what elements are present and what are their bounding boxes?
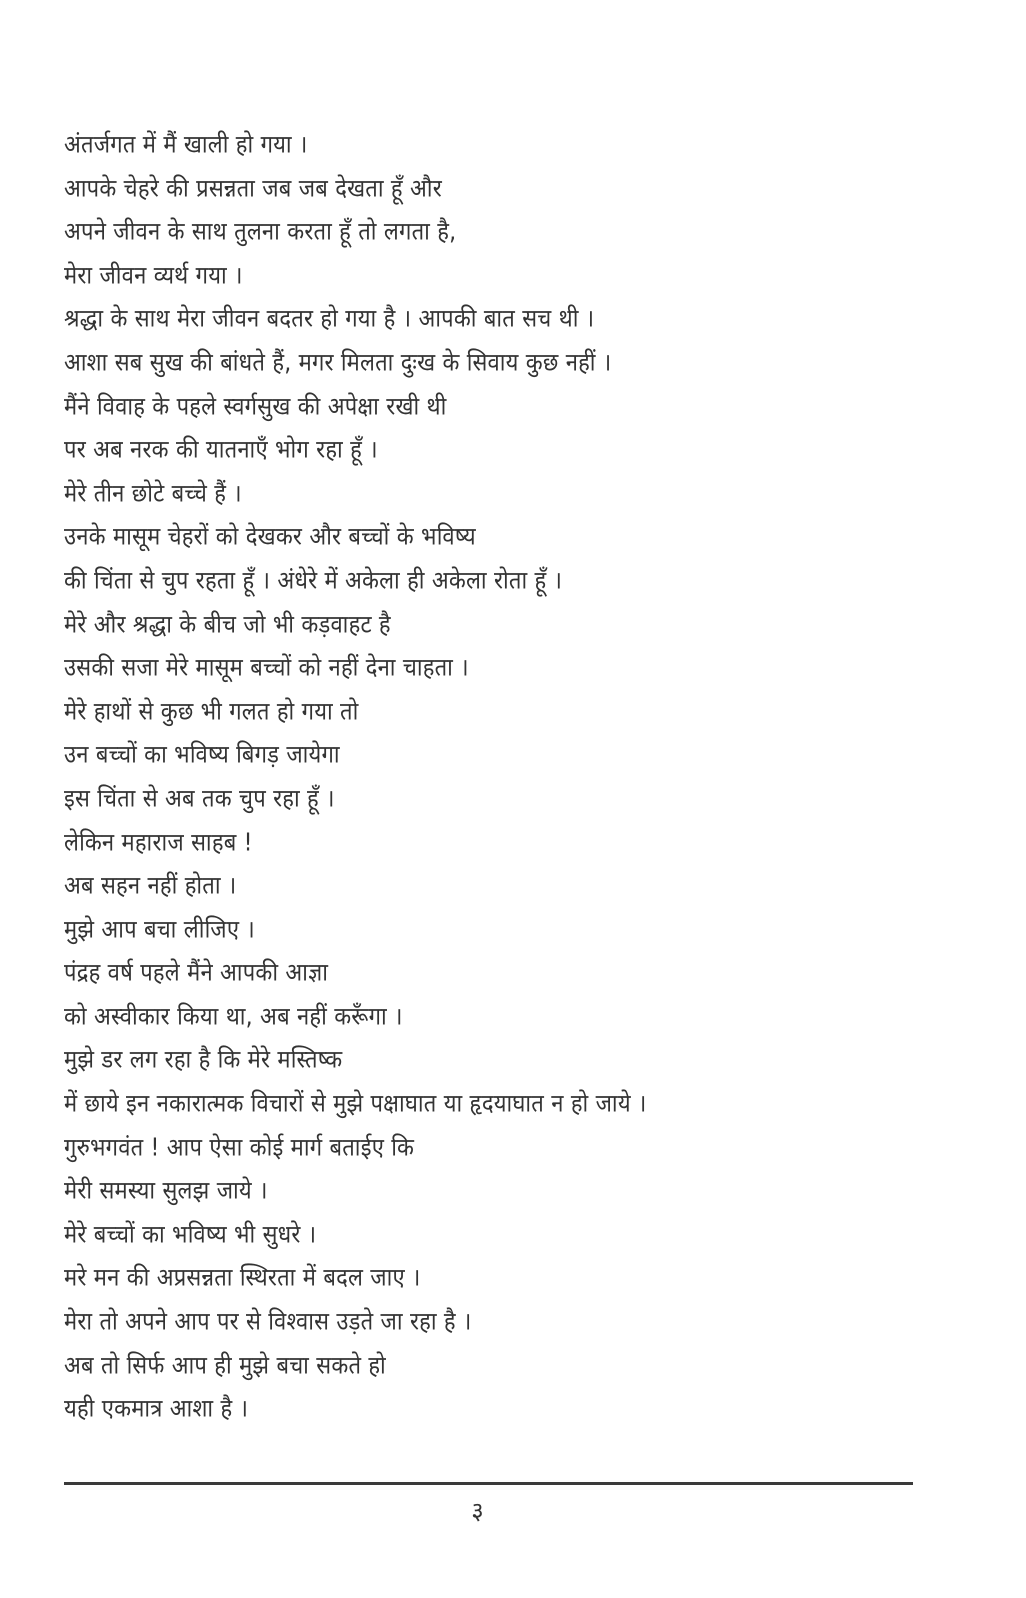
text-line: अंतर्जगत में मैं खाली हो गया । [64,131,308,160]
text-line: मेरी समस्या सुलझ जाये । [64,1177,268,1206]
text-line: श्रद्धा के साथ मेरा जीवन बदतर हो गया है । आपकी बात सच थी । [64,305,595,334]
text-line: अपने जीवन के साथ तुलना करता हूँ तो लगता है, [64,218,457,247]
text-line: पर अब नरक की यातनाएँ भोग रहा हूँ । [64,436,378,465]
text-line: उन बच्चों का भविष्य बिगड़ जायेगा [64,741,340,770]
text-line: आपके चेहरे की प्रसन्नता जब जब देखता हूँ और [64,175,442,204]
text-line: लेकिन महाराज साहब ! [64,828,253,857]
text-line: मुझे डर लग रहा है कि मेरे मस्तिष्क [64,1046,343,1075]
text-line: को अस्वीकार किया था, अब नहीं करूँगा । [64,1003,403,1032]
text-line: मुझे आप बचा लीजिए । [64,916,255,945]
text-line: उनके मासूम चेहरों को देखकर और बच्चों के भविष्य [64,523,476,552]
text-line: अब तो सिर्फ आप ही मुझे बचा सकते हो [64,1352,386,1381]
text-line: की चिंता से चुप रहता हूँ । अंधेरे में अकेला ही अकेला रोता हूँ । [64,567,563,596]
page-number: ३ [471,1497,484,1525]
text-line: पंद्रह वर्ष पहले मैंने आपकी आज्ञा [64,959,329,988]
text-line: मेरे और श्रद्धा के बीच जो भी कड़वाहट है [64,610,391,639]
text-line: गुरुभगवंत ! आप ऐसा कोई मार्ग बताईए कि [64,1134,415,1163]
text-line: आशा सब सुख की बांधते हैं, मगर मिलता दुःख के सिवाय कुछ नहीं । [64,349,612,378]
text-line: मरे मन की अप्रसन्नता स्थिरता में बदल जाए । [64,1264,421,1293]
text-line: मेरे हाथों से कुछ भी गलत हो गया तो [64,698,359,727]
footer-divider [64,1482,913,1485]
text-line: उसकी सजा मेरे मासूम बच्चों को नहीं देना चाहता । [64,654,469,683]
page-body-text [64,124,944,1432]
text-line: इस चिंता से अब तक चुप रहा हूँ । [64,785,335,814]
text-line: मेरा जीवन व्यर्थ गया । [64,262,243,291]
text-line: मैंने विवाह के पहले स्वर्गसुख की अपेक्षा रखी थी [64,393,447,422]
text-line: यही एकमात्र आशा है । [64,1395,249,1424]
text-line: में छाये इन नकारात्मक विचारों से मुझे पक्षाघात या हृदयाघात न हो जाये । [64,1090,647,1119]
text-line: अब सहन नहीं होता । [64,872,237,901]
text-line: मेरा तो अपने आप पर से विश्वास उड़ते जा रहा है । [64,1308,472,1337]
text-line: मेरे बच्चों का भविष्य भी सुधरे । [64,1221,317,1250]
text-line: मेरे तीन छोटे बच्चे हैं । [64,480,242,509]
